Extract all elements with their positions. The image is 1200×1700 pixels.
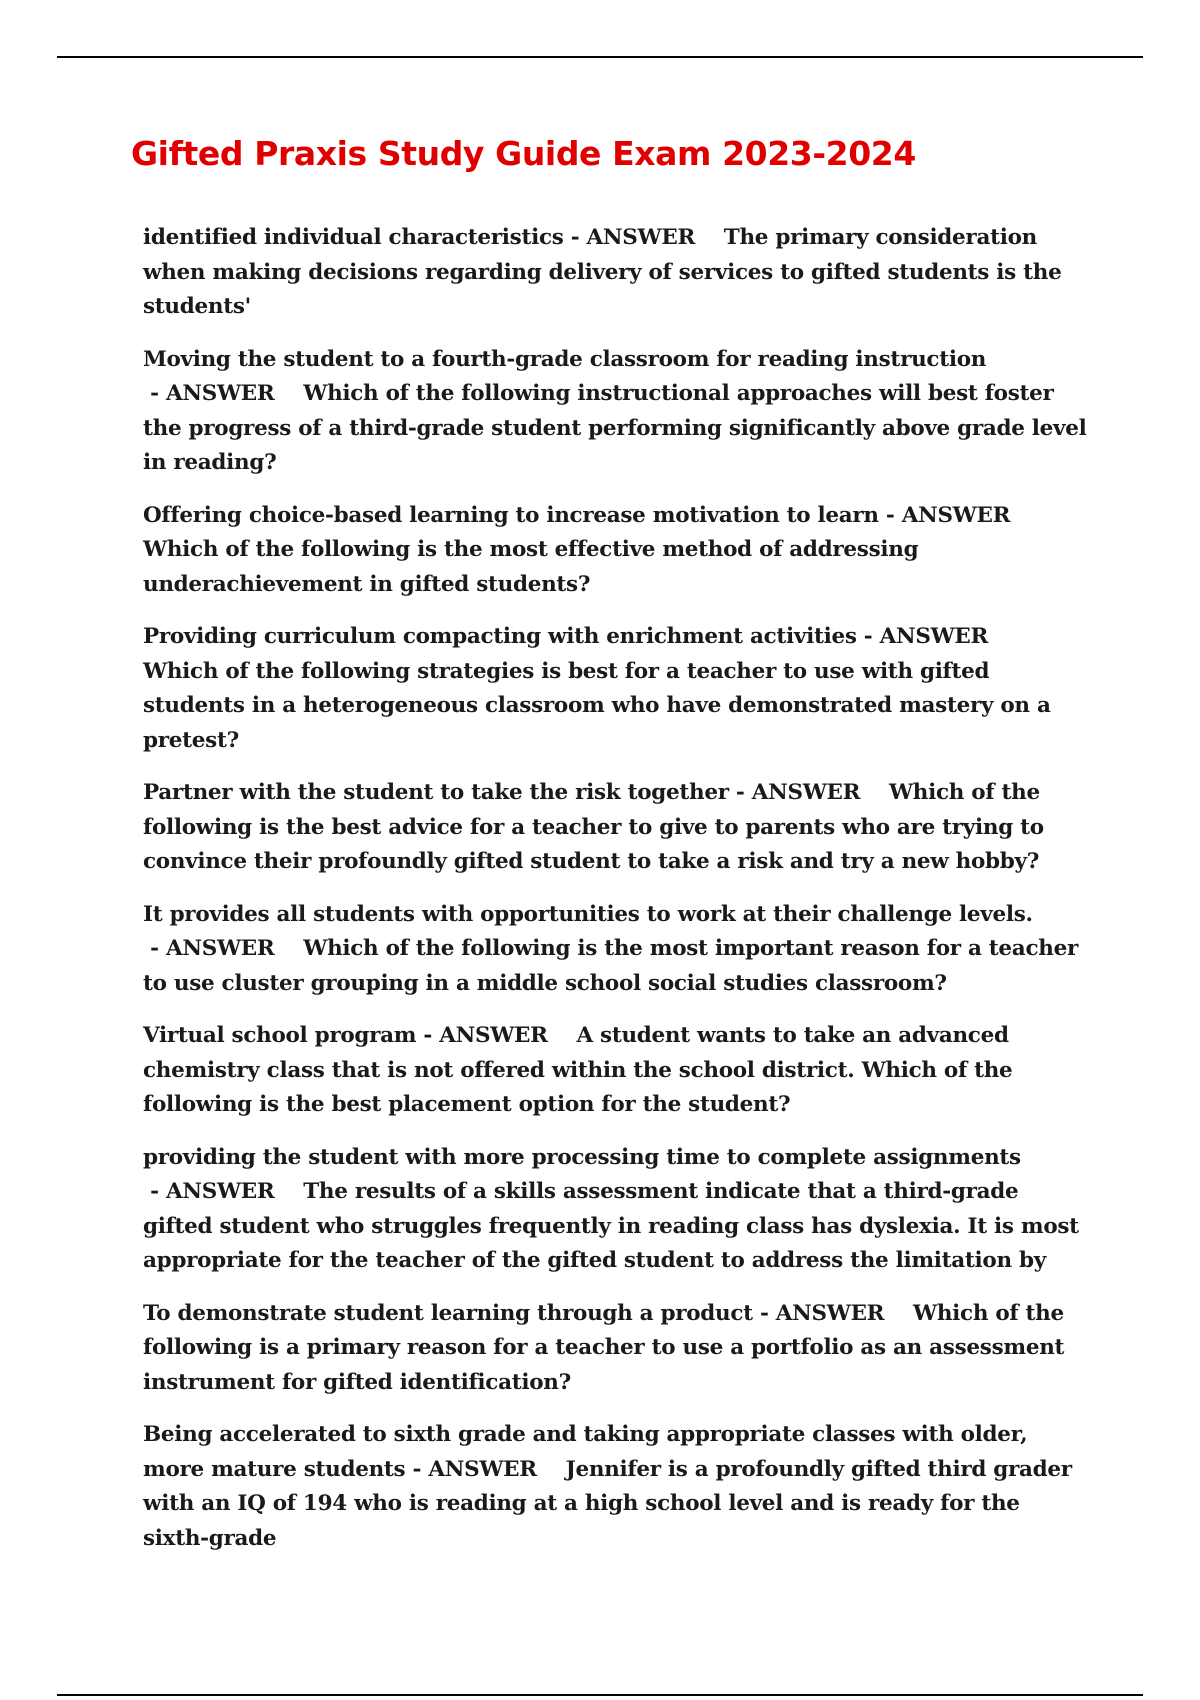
answer-text: It provides all students with opportunities to work at their challenge levels.	[143, 901, 1033, 927]
question-text: Which of the following is a primary reason for a teacher to use a portfolio as an assessment instrument for gifted identification?	[143, 1300, 1065, 1395]
qa-item	[143, 221, 1088, 325]
answer-text: Partner with the student to take the risk together	[143, 780, 729, 805]
qa-item	[143, 776, 1088, 880]
answer-text: To demonstrate student learning through a product	[143, 1300, 753, 1326]
qa-item	[143, 1019, 1088, 1123]
question-text: The primary consideration when making decisions regarding delivery of services to gifted students is the students'	[143, 225, 1062, 319]
answer-text: Offering choice-based learning to increase motivation to learn	[143, 502, 879, 528]
separator: -	[405, 1456, 429, 1482]
qa-item	[143, 343, 1088, 481]
bottom-rule	[57, 1694, 1143, 1696]
separator: -	[752, 1300, 776, 1326]
separator: -	[143, 936, 166, 961]
answer-label: ANSWER	[901, 502, 1011, 528]
answer-text: Virtual school program	[143, 1023, 417, 1048]
answer-text: identified individual characteristics	[143, 225, 564, 250]
question-text: A student wants to take an advanced chemistry class that is not offered within the school district. Which of the following is the best placement option for the student?	[143, 1023, 1013, 1117]
separator: -	[563, 225, 587, 250]
question-text: Which of the following is the most effective method of addressing underachievement in gifted students?	[143, 537, 919, 597]
separator: -	[856, 624, 880, 649]
answer-label: ANSWER	[166, 381, 275, 406]
question-text: Which of the following instructional approaches will best foster the progress of a third-grade student performing significantly above grade level in reading?	[143, 381, 1087, 475]
question-text: Jennifer is a profoundly gifted third grader with an IQ of 194 who is reading at a high school level and is ready for the sixth-grade	[143, 1456, 1072, 1551]
qa-item	[143, 1141, 1088, 1279]
document-title: Gifted Praxis Study Guide Exam 2023-2024	[131, 134, 916, 173]
top-rule	[57, 56, 1143, 58]
qa-list	[143, 221, 1088, 1574]
question-text: Which of the following is the most important reason for a teacher to use cluster grouping in a middle school social studies classroom?	[143, 936, 1078, 996]
answer-text: Being accelerated to sixth grade and taking appropriate classes with older, more mature students	[143, 1422, 1028, 1482]
answer-label: ANSWER	[166, 1179, 275, 1204]
separator: -	[143, 1179, 166, 1204]
separator: -	[878, 502, 902, 528]
answer-label: ANSWER	[439, 1023, 548, 1048]
qa-item	[143, 898, 1088, 1002]
qa-item	[143, 499, 1088, 603]
qa-item	[143, 1418, 1088, 1556]
separator: -	[416, 1023, 440, 1048]
question-text: Which of the following is the best advice for a teacher to give to parents who are trying to convince their profoundly gifted student to take a risk and try a new hobby?	[143, 780, 1044, 874]
answer-label: ANSWER	[428, 1456, 537, 1482]
qa-item	[143, 1297, 1088, 1401]
answer-text: providing the student with more processing time to complete assignments	[143, 1144, 1021, 1170]
answer-label: ANSWER	[775, 1300, 885, 1326]
qa-item	[143, 620, 1088, 758]
question-text: The results of a skills assessment indicate that a third-grade gifted student who struggles frequently in reading class has dyslexia. It is most appropriate for the teacher of the gifted student to address the limitation by	[143, 1179, 1079, 1273]
answer-text: Providing curriculum compacting with enrichment activities	[143, 624, 857, 649]
separator: -	[143, 381, 166, 406]
answer-label: ANSWER	[751, 780, 861, 805]
answer-label: ANSWER	[879, 624, 989, 649]
answer-text: Moving the student to a fourth-grade classroom for reading instruction	[143, 346, 987, 372]
separator: -	[728, 780, 752, 805]
answer-label: ANSWER	[166, 936, 275, 961]
question-text: Which of the following strategies is best for a teacher to use with gifted students in a heterogeneous classroom who have demonstrated mastery on a pretest?	[143, 658, 1051, 753]
answer-label: ANSWER	[586, 225, 696, 250]
